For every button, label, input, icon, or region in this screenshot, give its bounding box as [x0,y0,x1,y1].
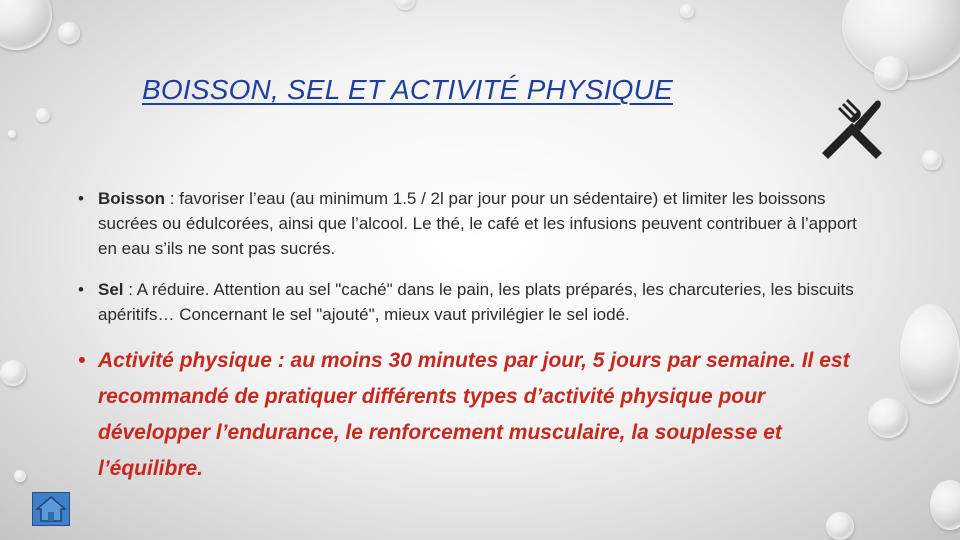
water-drop [874,56,908,90]
slide-title: BOISSON, SEL ET ACTIVITÉ PHYSIQUE [142,74,673,105]
water-drop [58,22,80,44]
list-item [78,277,878,327]
bullet-marker: • [78,189,84,208]
water-drop [395,0,415,10]
bullet-marker: • [78,280,84,299]
water-drop [36,108,50,122]
item-heading: Sel [98,280,124,299]
item-text: : favoriser l’eau (au minimum 1.5 / 2l par jour pour un sédentaire) et limiter les boissons sucrées ou édulcorées, ainsi que l’alcool. Le thé, le café et les infusions peuvent contribuer à l’apport en eau s’ils ne sont pas sucrés. [98,189,857,258]
water-drop [900,304,960,404]
fork-knife-icon [818,95,886,163]
water-drop [680,4,694,18]
list-item [78,186,878,261]
water-drop [8,130,16,138]
bullet-marker: • [78,349,86,372]
item-text: : A réduire. Attention au sel "caché" dans le pain, les plats préparés, les charcuteries, les biscuits apéritifs… Concernant le sel "ajouté", mieux vaut privilégier le sel iodé. [98,280,854,324]
water-drop [0,0,52,50]
water-drop [930,480,960,530]
bullet-list [78,186,878,503]
water-drop [826,512,854,540]
water-drop [922,150,942,170]
water-drop [14,470,26,482]
water-drop [0,360,26,386]
item-text: Activité physique : au moins 30 minutes par jour, 5 jours par semaine. Il est recommandé de pratiquer différents types d’activité physique pour développer l’endurance, le renforcement musculaire, la souplesse et l’équilibre. [98,349,850,480]
home-button[interactable] [32,492,70,526]
home-icon [33,493,69,525]
list-item-highlight [78,343,878,487]
item-heading: Boisson [98,189,166,208]
